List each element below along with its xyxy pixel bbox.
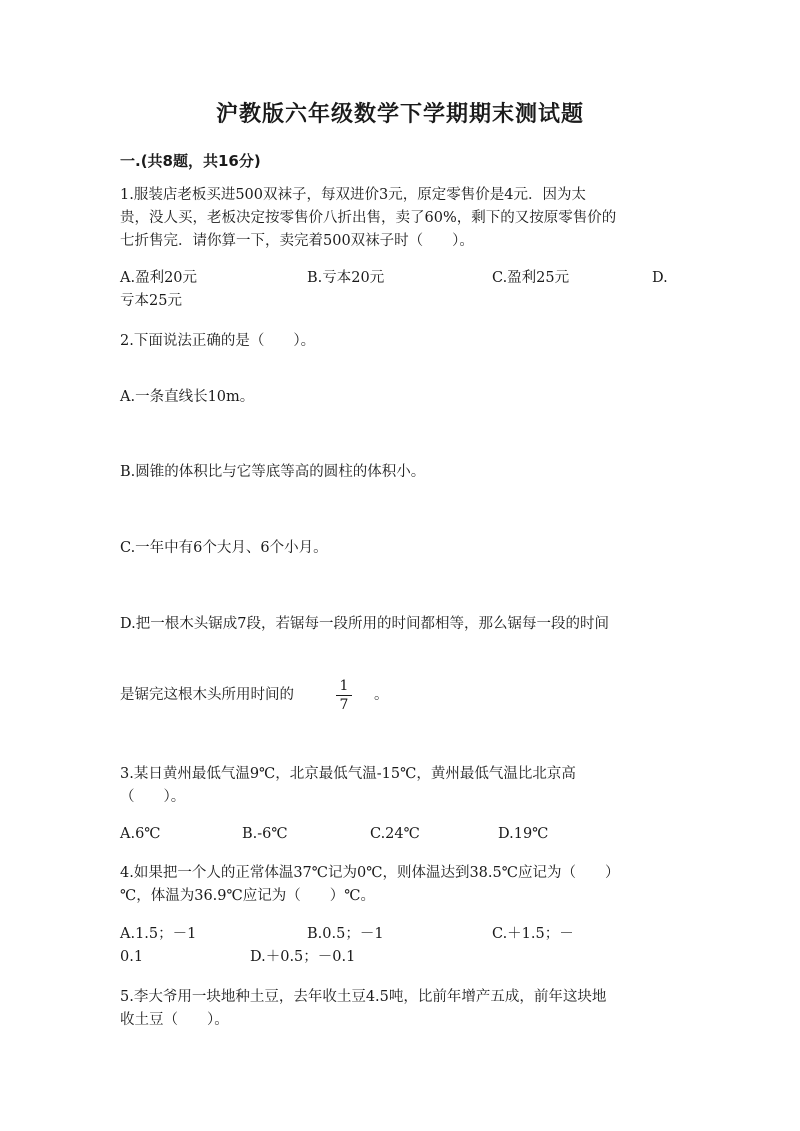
q4-line2: ℃，体温为36.9℃应记为（ ）℃。 xyxy=(120,888,375,904)
q3-option-d: D.19℃ xyxy=(498,826,549,842)
q4-option-a: A.1.5；－1 xyxy=(120,926,197,942)
q3-option-b: B.-6℃ xyxy=(242,826,288,842)
q1-option-a: A.盈利20元 xyxy=(120,270,198,286)
fraction-bar xyxy=(336,695,352,696)
page-title: 沪教版六年级数学下学期期末测试题 xyxy=(215,102,584,127)
q2-option-d-end: 。 xyxy=(374,687,389,703)
q2-option-d-line2: 是锯完这根木头所用时间的 xyxy=(120,687,294,703)
q5-line2: 收土豆（ ）。 xyxy=(120,1012,229,1028)
q3-line2: （ ）。 xyxy=(120,789,186,805)
q2-option-d-line1: D.把一根木头锯成7段，若锯每一段所用的时间都相等，那么锯每一段的时间 xyxy=(120,616,609,632)
fraction-one-seventh xyxy=(334,678,354,713)
q1-option-b: B.亏本20元 xyxy=(307,270,385,286)
q1-line1: 1.服装店老板买进500双袜子，每双进价3元，原定零售价是4元．因为太 xyxy=(120,187,586,203)
q4-option-d: D.＋0.5；－0.1 xyxy=(250,949,356,965)
section-heading: 一.(共8题，共16分) xyxy=(120,152,261,170)
q1-option-d-text: 亏本25元 xyxy=(120,293,182,309)
q4-option-b: B.0.5；－1 xyxy=(307,926,384,942)
q2-option-a: A.一条直线长10m。 xyxy=(120,389,255,405)
q4-option-c-line2: 0.1 xyxy=(120,949,144,965)
q3-line1: 3.某日黄州最低气温9℃，北京最低气温-15℃，黄州最低气温比北京高 xyxy=(120,766,576,782)
q3-option-a: A.6℃ xyxy=(120,826,161,842)
fraction-denominator: 7 xyxy=(339,697,349,713)
q4-line1: 4.如果把一个人的正常体温37℃记为0℃，则体温达到38.5℃应记为（ ） xyxy=(120,865,620,881)
q1-option-c: C.盈利25元 xyxy=(492,270,570,286)
q2-option-b: B.圆锥的体积比与它等底等高的圆柱的体积小。 xyxy=(120,464,426,480)
q1-line3: 七折售完．请你算一下，卖完着500双袜子时（ ）。 xyxy=(120,233,474,249)
q1-option-d-prefix: D. xyxy=(652,270,668,286)
fraction-numerator: 1 xyxy=(339,678,349,694)
q1-line2: 贵，没人买，老板决定按零售价八折出售，卖了60%，剩下的又按原零售价的 xyxy=(120,210,617,226)
q2-option-c: C.一年中有6个大月、6个小月。 xyxy=(120,540,328,556)
q5-line1: 5.李大爷用一块地种土豆，去年收土豆4.5吨，比前年增产五成，前年这块地 xyxy=(120,989,607,1005)
q3-option-c: C.24℃ xyxy=(370,826,420,842)
q2-stem: 2.下面说法正确的是（ ）。 xyxy=(120,333,316,349)
q4-option-c-line1: C.＋1.5；－ xyxy=(492,926,574,942)
